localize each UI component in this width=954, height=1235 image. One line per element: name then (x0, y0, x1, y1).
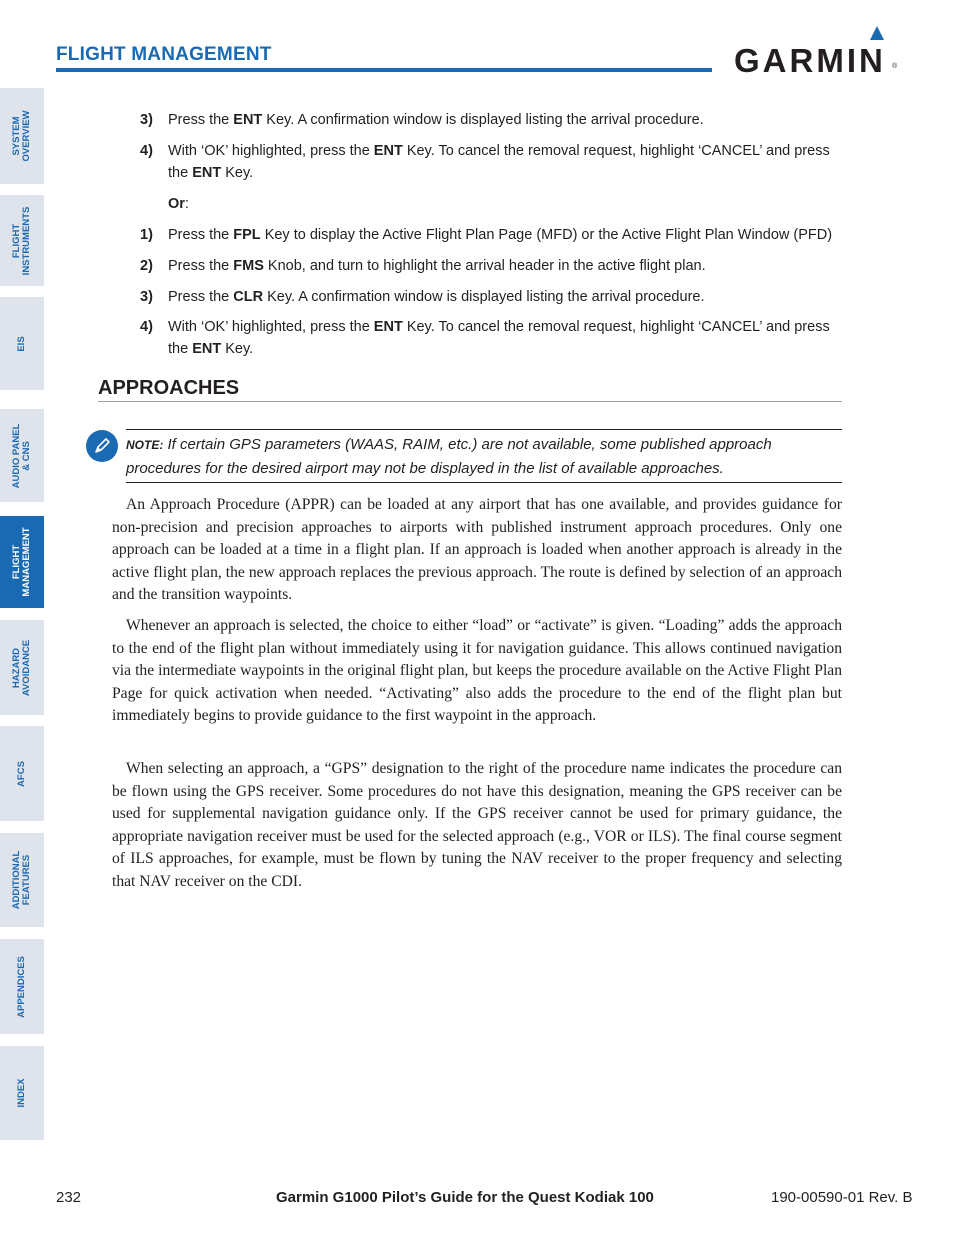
step-text (168, 140, 842, 184)
step-text-part: Key. To cancel the removal request, highlight ‘CANCEL’ and press the (168, 319, 830, 357)
section-header-title: FLIGHT MANAGEMENT (56, 44, 272, 65)
key-name: ENT (373, 319, 403, 335)
step-text-part: Key. To cancel the removal request, highlight ‘CANCEL’ and press the (168, 143, 830, 181)
pencil-icon (92, 436, 112, 456)
key-name: ENT (192, 165, 222, 181)
logo-triangle-icon (870, 26, 884, 40)
tab-label: EIS (16, 335, 27, 352)
logo-text: GARMIN (734, 42, 886, 79)
step-number: 1) (140, 227, 153, 243)
header-rule (56, 68, 712, 72)
tab-label: ADDITIONAL FEATURES (11, 850, 32, 910)
tab-audio-panel-cns[interactable] (0, 409, 44, 502)
tab-flight-instruments[interactable] (0, 195, 44, 286)
step-text (168, 316, 842, 360)
step-text-part: With ‘OK’ highlighted, press the (168, 319, 374, 335)
logo-registered-mark: ® (892, 63, 898, 70)
tab-hazard-avoidance[interactable] (0, 620, 44, 715)
key-name: ENT (233, 112, 263, 128)
tab-label: FLIGHT MANAGEMENT (11, 527, 32, 597)
key-name: FPL (233, 227, 261, 243)
tab-label: AUDIO PANEL & CNS (11, 423, 32, 488)
tab-flight-management[interactable] (0, 516, 44, 608)
note-body: If certain GPS parameters (WAAS, RAIM, etc.) are not available, some published approach procedures for the desired airport may not be displayed in the list of available approaches. (126, 436, 772, 477)
step-text-part: Key. (221, 165, 254, 181)
tab-label: FLIGHT INSTRUMENTS (11, 206, 32, 275)
note-pencil-icon (86, 430, 118, 462)
or-text (168, 193, 842, 215)
step-number: 4) (140, 143, 153, 159)
step-text-part: Key. (221, 341, 254, 357)
tab-label: INDEX (16, 1078, 27, 1108)
tab-afcs[interactable] (0, 726, 44, 821)
step-text (168, 255, 842, 277)
step-text (168, 109, 842, 131)
section-title: APPROACHES (98, 377, 240, 399)
step-text-part: Press the (168, 112, 234, 128)
body-paragraph: An Approach Procedure (APPR) can be loaded at any airport that has one available, and provides guidance for non-precision and precision approaches to airports with published instrument approach procedures. Only one approach can be loaded at a time in a flight plan. If an approach is loaded when another approach is already in the active flight plan, the new approach replaces the previous approach. The route is defined by selection of an approach and the transition waypoints. (112, 496, 842, 603)
footer-doc-number: 190-00590-01 Rev. B (771, 1189, 913, 1206)
step-number: 3) (140, 289, 153, 305)
step-text (168, 224, 842, 246)
tab-index[interactable] (0, 1046, 44, 1140)
step-text (168, 286, 842, 308)
tab-eis[interactable] (0, 297, 44, 390)
step-text-part: Key. A confirmation window is displayed listing the arrival procedure. (263, 289, 705, 305)
step-number: 3) (140, 112, 153, 128)
tab-appendices[interactable] (0, 939, 44, 1034)
key-name: ENT (192, 341, 222, 357)
step-text-part: Press the (168, 227, 234, 243)
key-name: ENT (373, 143, 403, 159)
or-colon: : (184, 196, 189, 212)
body-paragraph: Whenever an approach is selected, the choice to either “load” or “activate” is given. “Loading” adds the approach to the end of the flight plan without immediately using it for navigation guidance. This allows continued navigation via the intermediate waypoints in the original flight plan, but keeps the procedure available on the Active Flight Plan Page for quick activation when needed. “Activating” also adds the procedure to the end of the flight plan but immediately begins to provide guidance to the first waypoint in the approach. (112, 617, 842, 724)
tab-label: APPENDICES (16, 955, 27, 1018)
tab-system-overview[interactable] (0, 88, 44, 184)
tab-label: SYSTEM OVERVIEW (11, 110, 32, 162)
step-number: 4) (140, 319, 153, 335)
section-rule (98, 401, 842, 402)
page-number: 232 (56, 1189, 82, 1206)
step-text-part: Key to display the Active Flight Plan Page (MFD) or the Active Flight Plan Window (PFD) (260, 227, 833, 243)
tab-additional-features[interactable] (0, 833, 44, 927)
step-number: 2) (140, 258, 153, 274)
tab-label: AFCS (16, 760, 27, 787)
footer-doc-title: Garmin G1000 Pilot’s Guide for the Quest Kodiak 100 (276, 1189, 654, 1206)
note-rule-bottom (126, 482, 842, 483)
key-name: CLR (233, 289, 264, 305)
tab-label: HAZARD AVOIDANCE (11, 639, 32, 696)
step-text-part: Knob, and turn to highlight the arrival header in the active flight plan. (263, 258, 706, 274)
or-label: Or (168, 196, 185, 212)
step-text-part: Press the (168, 289, 234, 305)
note-text (126, 433, 842, 480)
note-label: NOTE: (126, 438, 164, 452)
step-text-part: Key. A confirmation window is displayed listing the arrival procedure. (262, 112, 704, 128)
step-text-part: With ‘OK’ highlighted, press the (168, 143, 374, 159)
note-rule-top (126, 429, 842, 430)
garmin-logo (734, 26, 900, 79)
step-text-part: Press the (168, 258, 234, 274)
body-paragraph: When selecting an approach, a “GPS” designation to the right of the procedure name indicates the procedure can be flown using the GPS receiver. Some procedures do not have this designation, meaning the GPS receiver can be used for supplemental navigation guidance only. If the GPS receiver cannot be used for primary guidance, the appropriate navigation receiver must be used for the selected approach (e.g., VOR or ILS). The final course segment of ILS approaches, for example, must be flown by tuning the NAV receiver to the proper frequency and selecting that NAV receiver on the CDI. (112, 760, 842, 890)
key-name: FMS (233, 258, 264, 274)
